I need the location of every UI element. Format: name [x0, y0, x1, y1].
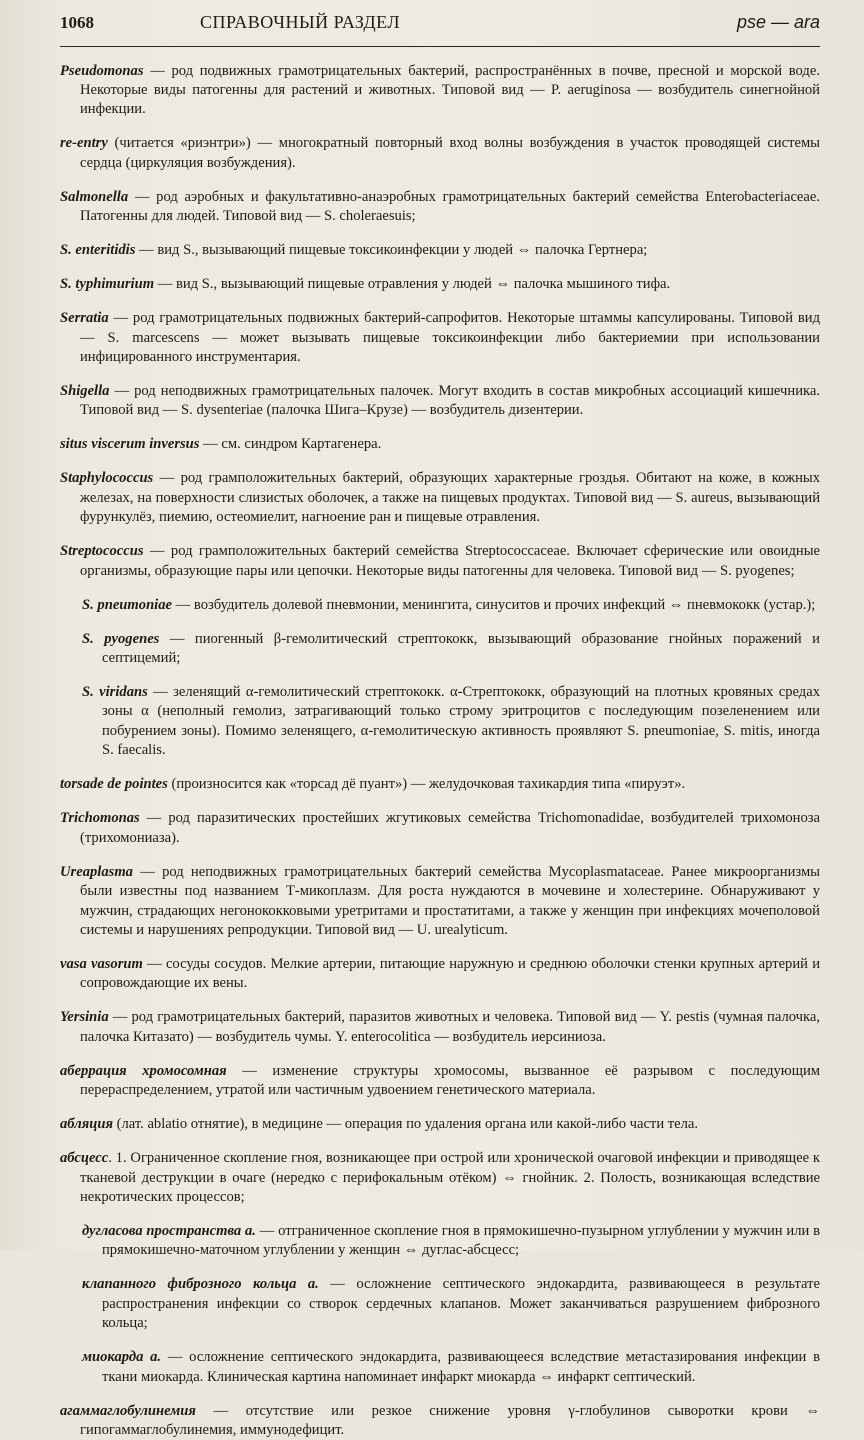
entry-term: Salmonella [60, 188, 129, 205]
entry-definition: . 1. Ограниченное скопление гноя, возникающее при острой или хронической очаговой инфекции и приводящее к тканевой деструкции в очаге (нередко с перифокальным отёком) ⇔ гнойник. 2. Полость, возникающая вследствие некротических процессов; [80, 1150, 820, 1205]
entry-definition: (лат. ablatio отнятие), в медицине — операция по удаления органа или какой-либо части тела. [112, 1116, 699, 1133]
dictionary-entry [60, 62, 820, 120]
entry-definition: (читается «риэнтри») — многократный повторный вход волны возбуждения в участок проводящей системы сердца (циркуляция возбуждения). [80, 135, 820, 171]
entry-definition: — осложнение септического эндокардита, развивающееся в результате распространения инфекции со створок сердечных клапанов. Может заканчиваться разрушением фиброзного кольца; [102, 1276, 820, 1332]
entry-definition: — род неподвижных грамотрицательных палочек. Могут входить в состав микробных ассоциаций кишечника. Типовой вид — S. dysenteriae (палочка Шига–Крузе) — возбудитель дизентерии. [80, 383, 820, 419]
entry-term: Serratia [60, 310, 109, 327]
dictionary-entry [60, 134, 820, 173]
entry-term: клапанного фиброзного кольца а. [82, 1276, 319, 1293]
entry-definition: — род грамположительных бактерий, образующих характерные гроздья. Обитают на коже, в кожных железах, на поверхности слизистых оболочек, а также на пищевых продуктах. Типовой вид — S. aureus, вызывающий фурункулёз, пиемию, остеомиелит, нагноение ран и пищевые отравления. [80, 470, 820, 526]
entry-definition: — пиогенный β-гемолитический стрептококк, вызывающий образование гнойных поражений и септицемий; [102, 630, 820, 667]
entry-term: Shigella [60, 383, 110, 400]
entry-term: дугласова пространства а. [82, 1222, 256, 1239]
entry-term: Streptococcus [60, 543, 144, 560]
dictionary-subentry [60, 1348, 820, 1387]
entry-term: S. pneumoniae [82, 596, 173, 613]
entry-term: S. enteritidis [60, 242, 136, 259]
page-header [60, 12, 820, 47]
dictionary-subentry [60, 1222, 820, 1261]
dictionary-entry [60, 435, 820, 454]
entry-definition: — отграниченное скопление гноя в прямокишечно-пузырном углублении у мужчин или в прямокишечно-маточном углублении у женщин ⇔ дуглас-абсцесс; [102, 1222, 820, 1259]
entry-term: абсцесс [60, 1150, 109, 1167]
entry-term: Yersinia [60, 1009, 109, 1026]
entry-definition: — род аэробных и факультативно-анаэробных грамотрицательных бактерий семейства Enterobacteriaceae. Патогенны для людей. Типовой вид — S. choleraesuis; [80, 188, 820, 225]
entry-definition: — род неподвижных грамотрицательных бактерий семейства Mycoplasmataceae. Ранее микроорганизмы были известны под названием Т-микоплазм. Для роста нуждаются в мочевине и холестерине. Обнаруживают у мужчин, страдающих негонококковыми уретритами и простатитами, а также у женщин при инфекциях мочеполовой системы и нарушениях репродукции. Типовой вид — U. urealyticum. [80, 863, 820, 938]
dictionary-subentry [60, 1275, 820, 1333]
entry-term: агаммаглобулинемия [60, 1402, 196, 1419]
entry-definition: (произносится как «торсад дё пуант») — желудочковая тахикардия типа «пируэт». [167, 776, 686, 793]
dictionary-entry [60, 863, 820, 941]
entry-term: аберрация хромосомная [60, 1062, 227, 1079]
entry-definition: — вид S., вызывающий пищевые отравления у людей ⇔ палочка мышиного тифа. [154, 276, 671, 293]
entry-term: Staphylococcus [60, 470, 154, 487]
entry-term: Trichomonas [60, 810, 140, 827]
entry-definition: — род грамотрицательных бактерий, паразитов животных и человека. Типовой вид — Y. pestis (чумная палочка, палочка Китазато) — возбудитель чумы. Y. enterocolitica — возбудитель иерсиниоза. [80, 1009, 820, 1045]
entry-term: S. typhimurium [60, 276, 155, 293]
dictionary-entry [60, 809, 820, 848]
entry-term: миокарда а. [82, 1349, 162, 1366]
entry-definition: — вид S., вызывающий пищевые токсикоинфекции у людей ⇔ палочка Гертнера; [135, 242, 648, 259]
entry-definition: — осложнение септического эндокардита, развивающееся вследствие метастазирования инфекции в ткани миокарда. Клиническая картина напоминает инфаркт миокарда ⇔ инфаркт септический. [102, 1349, 820, 1385]
entry-definition: — род грамотрицательных подвижных бактерий-сапрофитов. Некоторые штаммы капсулированы. Типовой вид — S. marcescens — может вызывать пищевые токсикоинфекции либо бактериемии при использовании инфицированного инструментария. [80, 310, 820, 366]
entry-term: situs viscerum inversus [60, 436, 200, 453]
dictionary-entry [60, 188, 820, 227]
dictionary-subentry [60, 596, 820, 615]
dictionary-entry [60, 309, 820, 367]
entry-term: re-entry [60, 135, 108, 152]
entry-term: Ureaplasma [60, 863, 133, 880]
dictionary-entry [60, 775, 820, 794]
entry-term: S. pyogenes [82, 630, 160, 647]
entry-term: torsade de pointes [60, 776, 168, 793]
dictionary-subentry [60, 683, 820, 761]
entry-definition: — род подвижных грамотрицательных бактерий, распространённых в почве, пресной и морской воде. Некоторые виды патогенны для растений и животных. Типовой вид — P. aeruginosa — возбудитель синегнойной инфекции. [80, 62, 820, 118]
dictionary-subentry [60, 630, 820, 669]
entry-definition: — см. синдром Картагенера. [199, 436, 382, 453]
dictionary-entry [60, 1115, 820, 1134]
page-number: 1068 [60, 13, 94, 32]
dictionary-entries [60, 62, 820, 1440]
dictionary-entry [60, 275, 820, 294]
dictionary-entry [60, 382, 820, 421]
dictionary-entry [60, 542, 820, 581]
entry-term: абляция [60, 1116, 113, 1133]
entry-definition: — род грамположительных бактерий семейства Streptococcaceae. Включает сферические или овоидные организмы, образующие пары или цепочки. Некоторые виды патогенны для человека. Типовой вид — S. pyogenes; [80, 543, 820, 579]
entry-definition: — изменение структуры хромосомы, вызванное её разрывом с последующим перераспределением, утратой или частичным удвоением генетического материала. [80, 1062, 820, 1099]
dictionary-entry [60, 469, 820, 527]
dictionary-entry [60, 1062, 820, 1101]
entry-term: vasa vasorum [60, 955, 143, 972]
entry-term: Pseudomonas [60, 62, 144, 79]
entry-term: S. viridans [82, 684, 148, 701]
dictionary-entry [60, 1149, 820, 1207]
entry-definition: — сосуды сосудов. Мелкие артерии, питающие наружную и среднюю оболочки стенки крупных артерий и сопровождающие их вены. [80, 955, 821, 992]
dictionary-entry [60, 955, 820, 994]
entry-definition: — зеленящий α-гемолитический стрептококк. α-Стрептококк, образующий на плотных кровяных средах зоны α (неполный гемолиз, затрагивающий только строму эритроцитов с последующим позеленением или побурением зоны). Помимо зеленящего, α-гемолитическую активность проявляют S. pneumoniae, S. mitis, иногда S. faecalis. [102, 684, 820, 759]
dictionary-entry [60, 1008, 820, 1047]
entry-definition: — отсутствие или резкое снижение уровня γ-глобулинов сыворотки крови ⇔ гипогаммаглобулинемия, иммунодефицит. [80, 1402, 820, 1438]
entry-definition: — возбудитель долевой пневмонии, менингита, синуситов и прочих инфекций ⇔ пневмококк (устар.); [172, 596, 816, 613]
entry-definition: — род паразитических простейших жгутиковых семейства Trichomonadidae, возбудителей трихомоноза (трихомониаза). [80, 810, 820, 846]
dictionary-entry [60, 241, 820, 260]
dictionary-entry [60, 1402, 820, 1440]
section-title: СПРАВОЧНЫЙ РАЗДЕЛ [200, 12, 401, 32]
entry-range: pse — ara [736, 12, 820, 32]
